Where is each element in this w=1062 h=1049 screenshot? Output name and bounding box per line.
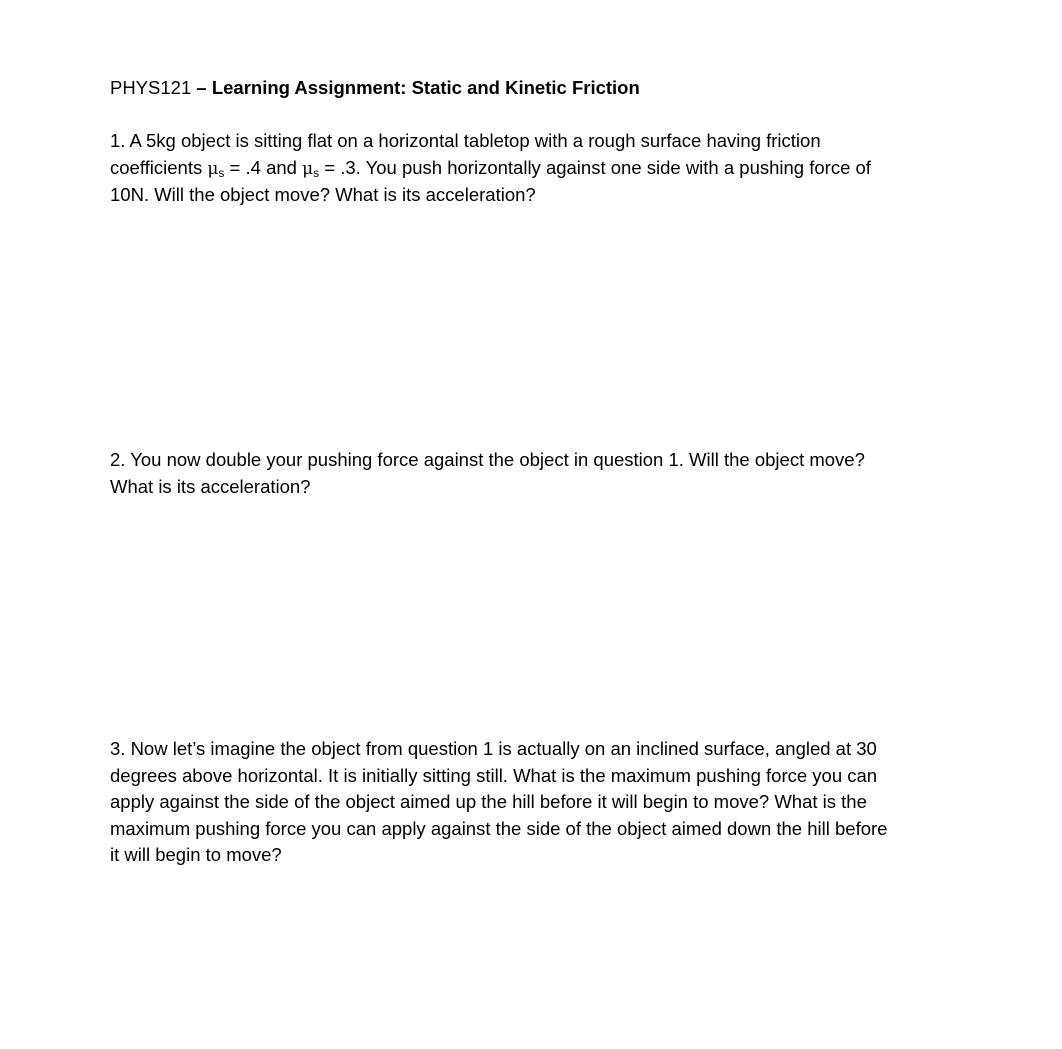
- question-3-line-5: it will begin to move?: [110, 844, 282, 865]
- question-3-line-4: maximum pushing force you can apply against the side of the object aimed down the hill before: [110, 817, 888, 839]
- question-2-line-2: What is its acceleration?: [110, 475, 311, 497]
- question-1-line-2: [110, 155, 970, 183]
- course-code: PHYS121: [110, 77, 192, 98]
- mu-symbol-1: μ: [207, 158, 219, 179]
- question-3: [110, 736, 970, 869]
- mu-value-1: = .4 and: [224, 156, 303, 178]
- document-heading: [110, 76, 640, 100]
- mu-symbol-2: μ: [302, 158, 314, 179]
- question-3-line-3: apply against the side of the object aimed up the hill before it will begin to move? What is the: [110, 791, 867, 812]
- assignment-title: Learning Assignment: Static and Kinetic Friction: [211, 77, 640, 98]
- question-2-line-1: 2. You now double your pushing force against the object in question 1. Will the object move?: [110, 449, 865, 470]
- mu-subscript-2: s: [313, 165, 320, 180]
- question-3-line-1: 3. Now let’s imagine the object from question 1 is actually on an inclined surface, angled at 30: [110, 738, 877, 759]
- coefficients-label: coefficients: [110, 156, 208, 178]
- heading-dash: –: [191, 77, 212, 98]
- question-1-line-3: 10N. Will the object move? What is its acceleration?: [110, 184, 536, 205]
- question-1-line-1: 1. A 5kg object is sitting flat on a horizontal tabletop with a rough surface having friction: [110, 130, 821, 151]
- question-1: [110, 128, 970, 209]
- mu-subscript-1: s: [218, 165, 225, 180]
- mu-value-2: = .3. You push horizontally against one side with a pushing force of: [319, 156, 871, 178]
- question-2: [110, 447, 970, 500]
- question-3-line-2: degrees above horizontal. It is initially sitting still. What is the maximum pushing force you can: [110, 764, 878, 786]
